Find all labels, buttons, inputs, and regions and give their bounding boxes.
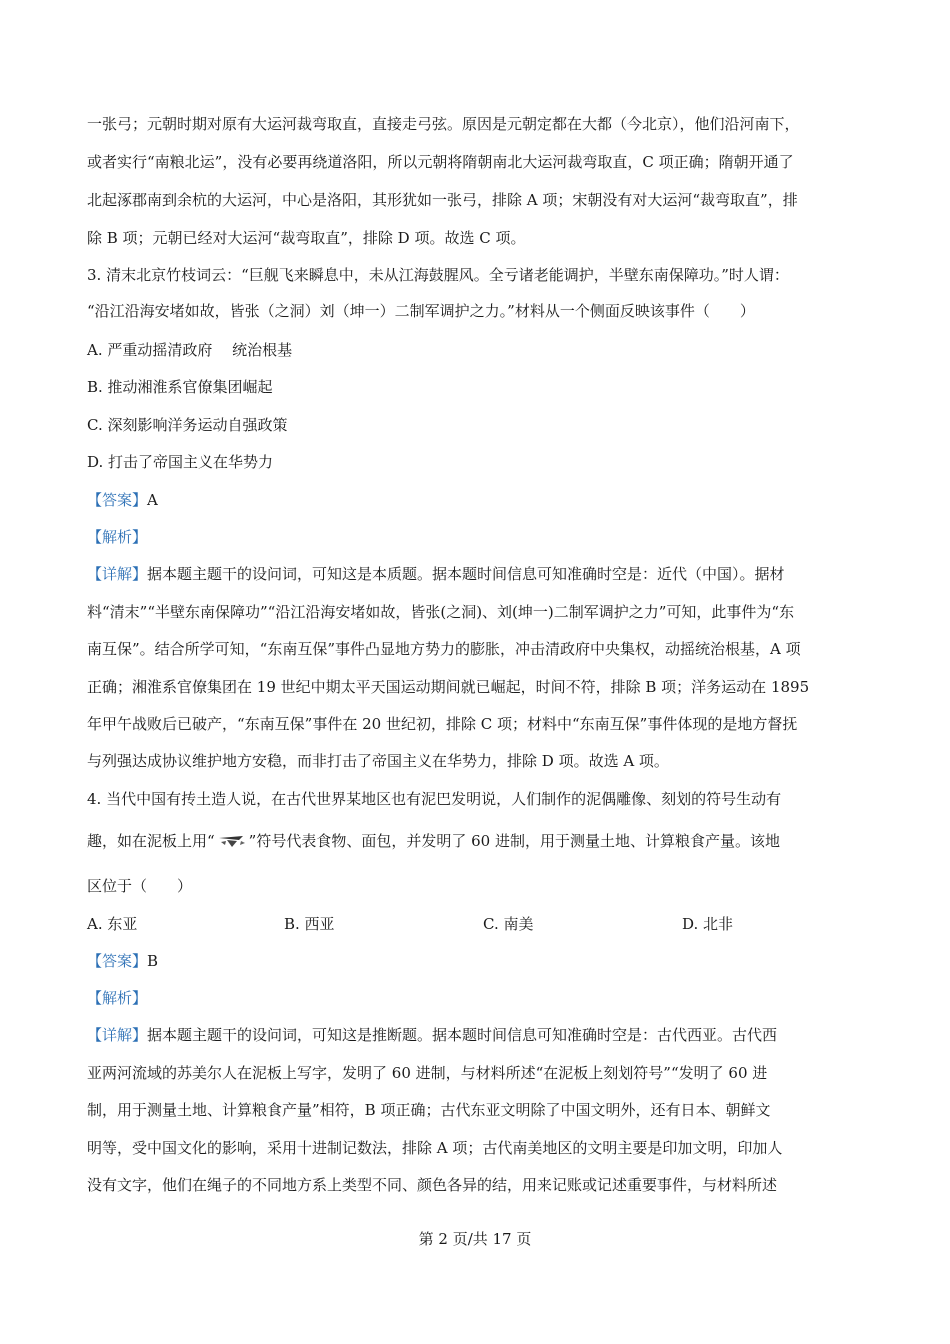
cuneiform-symbol-icon [217, 833, 247, 849]
question-4-answer [87, 951, 158, 971]
detail-text: 据本题主题干的设问词，可知这是本质题。据本题时间信息可知准确时空是：近代（中国）。据材 [147, 565, 785, 583]
question-3-stem: “沿江沿海安堵如故，皆张（之洞）刘（坤一）二制军调护之力。”材料从一个侧面反映该事件（ ） [87, 302, 755, 320]
question-3-option-a: A. 严重动摇清政府 统治根基 [87, 341, 293, 359]
text-line: 正确；湘淮系官僚集团在 19 世纪中期太平天国运动期间就已崛起，时间不符，排除 B 项；洋务运动在 1895 [87, 678, 810, 696]
text-line: 年甲午战败后已破产，“东南互保”事件在 20 世纪初，排除 C 项；材料中“东南互保”事件体现的是地方督抚 [87, 715, 798, 733]
question-4-analysis-tag: 【解析】 [87, 989, 148, 1007]
answer-tag: 【答案】 [87, 952, 148, 970]
question-3-option-d: D. 打击了帝国主义在华势力 [87, 453, 274, 471]
detail-tag: 【详解】 [87, 565, 148, 583]
question-4-option-d: D. 北非 [682, 915, 734, 933]
text-line: 一张弓；元朝时期对原有大运河裁弯取直，直接走弓弦。原因是元朝定都在大都（今北京），他们沿河南下， [87, 115, 800, 133]
answer-tag: 【答案】 [87, 491, 148, 509]
text-line: 除 B 项；元朝已经对大运河“裁弯取直”，排除 D 项。故选 C 项。 [87, 229, 526, 247]
answer-value: B [147, 952, 159, 970]
question-4-option-b: B. 西亚 [284, 915, 335, 933]
text-line: 亚两河流域的苏美尔人在泥板上写字，发明了 60 进制，与材料所述“在泥板上刻划符号”“发明了 60 进 [87, 1064, 768, 1082]
text-line: 北起涿郡南到余杭的大运河，中心是洛阳，其形犹如一张弓，排除 A 项；宋朝没有对大运河“裁弯取直”，排 [87, 191, 798, 209]
answer-value: A [147, 491, 158, 509]
question-4-stem [87, 831, 780, 851]
question-3-detail [87, 564, 785, 584]
question-4-option-c: C. 南美 [483, 915, 534, 933]
detail-text: 据本题主题干的设问词，可知这是推断题。据本题时间信息可知准确时空是：古代西亚。古代西 [147, 1026, 778, 1044]
stem-part: ”符号代表食物、面包，并发明了 60 进制，用于测量土地、计算粮食产量。该地 [248, 832, 780, 850]
question-3-option-c: C. 深刻影响洋务运动自强政策 [87, 416, 288, 434]
question-3-stem: 3. 清末北京竹枝词云：“巨舰飞来瞬息中，未从江海鼓腥风。全亏诸老能调护，半壁东南保障功。”时人谓： [87, 266, 789, 284]
question-3-answer [87, 490, 158, 510]
question-4-option-a: A. 东亚 [87, 915, 138, 933]
text-line: 或者实行“南粮北运”，没有必要再绕道洛阳，所以元朝将隋朝南北大运河裁弯取直，C 项正确；隋朝开通了 [87, 153, 794, 171]
question-3-analysis-tag: 【解析】 [87, 528, 148, 546]
text-line: 料“清末”“半壁东南保障功”“沿江沿海安堵如故，皆张(之洞)、刘(坤一)二制军调护之力”可知，此事件为“东 [87, 603, 795, 621]
question-4-stem: 区位于（ ） [87, 877, 193, 895]
stem-part: 趣，如在泥板上用“ [87, 832, 215, 850]
page-number-footer: 第 2 页/共 17 页 [418, 1230, 532, 1248]
question-4-stem: 4. 当代中国有抟土造人说，在古代世界某地区也有泥巴发明说，人们制作的泥偶雕像、刻划的符号生动有 [87, 790, 782, 808]
question-4-detail [87, 1025, 777, 1045]
text-line: 南互保”。结合所学可知，“东南互保”事件凸显地方势力的膨胀，冲击清政府中央集权，动摇统治根基，A 项 [87, 640, 801, 658]
detail-tag: 【详解】 [87, 1026, 148, 1044]
text-line: 没有文字，他们在绳子的不同地方系上类型不同、颜色各异的结，用来记账或记述重要事件，与材料所述 [87, 1176, 778, 1194]
text-line: 与列强达成协议维护地方安稳，而非打击了帝国主义在华势力，排除 D 项。故选 A 项。 [87, 752, 669, 770]
text-line: 制，用于测量土地、计算粮食产量”相符，B 项正确；古代东亚文明除了中国文明外，还有日本、朝鲜文 [87, 1101, 771, 1119]
text-line: 明等，受中国文化的影响，采用十进制记数法，排除 A 项；古代南美地区的文明主要是印加文明，印加人 [87, 1139, 783, 1157]
question-3-option-b: B. 推动湘淮系官僚集团崛起 [87, 378, 273, 396]
